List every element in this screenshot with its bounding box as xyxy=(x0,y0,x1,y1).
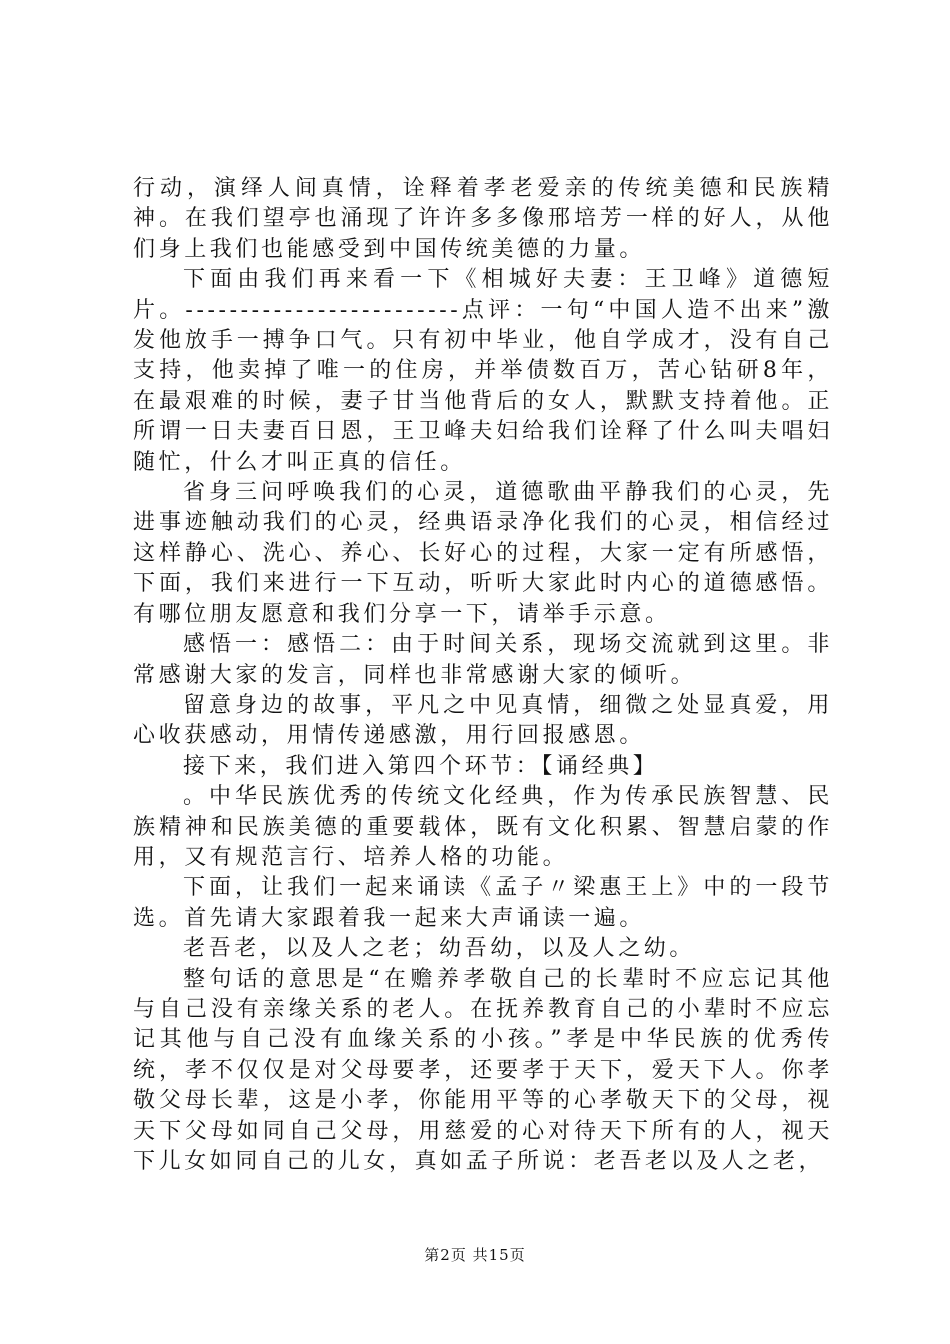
paragraph-interaction: 省身三问呼唤我们的心灵，道德歌曲平静我们的心灵，先进事迹触动我们的心灵，经典语录净化我们的心灵，相信经过这样静心、洗心、养心、长好心的过程，大家一定有所感悟，下面，我们来进行一下互动，听听大家此时内心的道德感悟。有哪位朋友愿意和我们分享一下，请举手示意。 xyxy=(133,480,833,627)
paragraph-video-intro: 下面由我们再来看一下《相城好夫妻：王卫峰》道德短片。-------------------------点评：一句“中国人造不出来”激发他放手一搏争口气。只有初中毕业，他自学成才，没有自己支持，他卖掉了唯一的住房，并举债数百万，苦心钻研8年，在最艰难的时候，妻子甘当他背后的女人，默默支持着他。正所谓一日夫妻百日恩，王卫峰夫妇给我们诠释了什么叫夫唱妇随忙，什么才叫正真的信任。 xyxy=(133,267,833,475)
paragraph-section-four: 接下来，我们进入第四个环节：【诵经典】 xyxy=(183,753,659,779)
paragraph-summary: 留意身边的故事，平凡之中见真情，细微之处显真爱，用心收获感动，用情传递感激，用行回报感恩。 xyxy=(133,692,833,749)
paragraph-continuation: 行动，演绎人间真情，诠释着孝老爱亲的传统美德和民族精神。在我们望亭也涌现了许许多多像邢培芳一样的好人，从他们身上我们也能感受到中国传统美德的力量。 xyxy=(133,176,833,262)
paragraph-classics-intro: 。中华民族优秀的传统文化经典，作为传承民族智慧、民族精神和民族美德的重要载体，既有文化积累、智慧启蒙的作用，又有规范言行、培养人格的功能。 xyxy=(133,784,833,870)
paragraph-reading-instruction: 下面，让我们一起来诵读《孟子〃梁惠王上》中的一段节选。首先请大家跟着我一起来大声诵读一遍。 xyxy=(133,875,833,931)
paragraph-explanation: 整句话的意思是“在赡养孝敬自己的长辈时不应忘记其他与自己没有亲缘关系的老人。在抚养教育自己的小辈时不应忘记其他与自己没有血缘关系的小孩。”孝是中华民族的优秀传统，孝不仅仅是对父母要孝，还要孝于天下，爱天下人。你孝敬父母长辈，这是小孝，你能用平等的心孝敬天下的父母，视天下父母如同自己父母，用慈爱的心对待天下所有的人，视天下儿女如同自己的儿女，真如孟子所说：老吾老以及人之老， xyxy=(133,966,833,1174)
page-number-footer: 第2页 共15页 xyxy=(424,1246,526,1264)
paragraph-quote: 老吾老，以及人之老；幼吾幼，以及人之幼。 xyxy=(183,936,696,962)
paragraph-insights: 感悟一：感悟二：由于时间关系，现场交流就到这里。非常感谢大家的发言，同样也非常感谢大家的倾听。 xyxy=(133,632,833,688)
document-body xyxy=(133,174,833,1177)
